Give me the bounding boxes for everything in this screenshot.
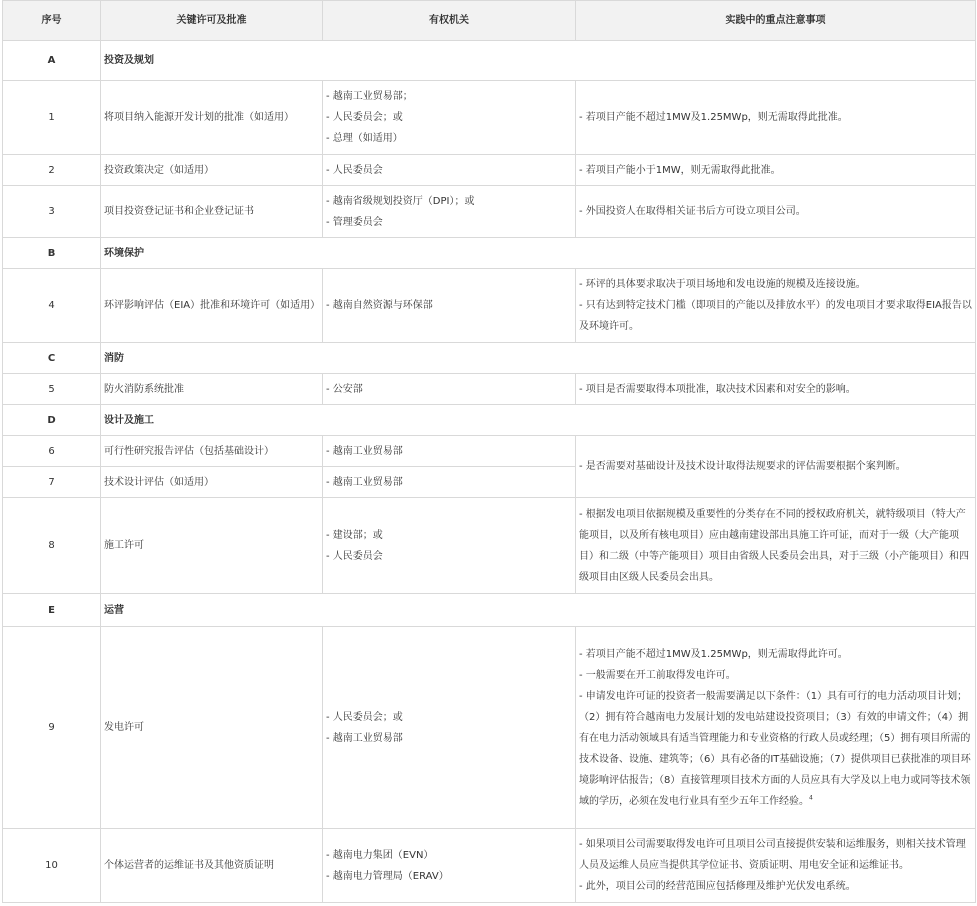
authority-line: - 越南电力管理局（ERAV）	[326, 870, 449, 882]
section-row-e	[3, 594, 976, 627]
row-number: 2	[3, 155, 101, 186]
table-row	[3, 155, 976, 186]
row-number: 7	[3, 467, 101, 498]
table-row	[3, 829, 976, 903]
notes-cell	[576, 627, 976, 829]
authority-cell	[323, 155, 576, 186]
note-line: - 此外，项目公司的经营范围应包括修理及维护光伏发电系统。	[579, 881, 856, 892]
authority-cell	[323, 627, 576, 829]
section-id: E	[3, 594, 101, 627]
authority-line: - 越南工业贸易部	[326, 445, 403, 457]
authority-cell	[323, 186, 576, 238]
table-row	[3, 269, 976, 343]
authority-line: - 人民委员会；或	[326, 112, 403, 123]
permit-name: 个体运营者的运维证书及其他资质证明	[101, 829, 323, 903]
table-header-row	[3, 1, 976, 41]
authority-line: - 人民委员会	[326, 550, 383, 562]
section-title: 环境保护	[101, 238, 976, 269]
authority-cell	[323, 436, 576, 467]
row-number: 9	[3, 627, 101, 829]
row-number: 8	[3, 498, 101, 594]
section-row-c	[3, 343, 976, 374]
authority-cell	[323, 829, 576, 903]
header-number: 序号	[3, 1, 101, 41]
authority-line: - 越南自然资源与环保部	[326, 300, 433, 311]
permit-name: 可行性研究报告评估（包括基础设计）	[101, 436, 323, 467]
row-number: 6	[3, 436, 101, 467]
permit-name: 环评影响评估（EIA）批准和环境许可（如适用）	[101, 269, 323, 343]
note-line: - 若项目产能小于1MW，则无需取得此批准。	[579, 164, 781, 176]
authority-cell	[323, 269, 576, 343]
section-row-d	[3, 405, 976, 436]
note-line	[579, 686, 972, 812]
permit-name: 发电许可	[101, 627, 323, 829]
authority-line: - 越南工业贸易部	[326, 732, 403, 744]
note-line: - 只有达到特定技术门槛（即项目的产能以及排放水平）的发电项目才要求取得EIA报告以及环境许可。	[579, 300, 972, 332]
note-line: - 是否需要对基础设计及技术设计取得法规要求的评估需要根据个案判断。	[579, 461, 906, 472]
row-number: 5	[3, 374, 101, 405]
permits-table	[2, 0, 976, 903]
notes-cell	[576, 498, 976, 594]
permit-name: 施工许可	[101, 498, 323, 594]
header-permit: 关键许可及批准	[101, 1, 323, 41]
table-row	[3, 374, 976, 405]
section-title: 运营	[101, 594, 976, 627]
header-authority: 有权机关	[323, 1, 576, 41]
note-line: - 一般需要在开工前取得发电许可。	[579, 669, 736, 681]
section-title: 投资及规划	[101, 41, 976, 81]
notes-cell	[576, 374, 976, 405]
header-notes: 实践中的重点注意事项	[576, 1, 976, 41]
notes-cell	[576, 155, 976, 186]
table-row	[3, 81, 976, 155]
authority-cell	[323, 374, 576, 405]
section-id: A	[3, 41, 101, 81]
section-id: C	[3, 343, 101, 374]
authority-line: - 建设部；或	[326, 529, 383, 541]
authority-line: - 人民委员会	[326, 164, 383, 176]
section-title: 消防	[101, 343, 976, 374]
authority-line: - 总理（如适用）	[326, 133, 403, 144]
notes-cell	[576, 186, 976, 238]
authority-line: - 越南省级规划投资厅（DPI）；或	[326, 195, 475, 207]
authority-cell	[323, 498, 576, 594]
table-row	[3, 186, 976, 238]
table-row	[3, 627, 976, 829]
authority-line: - 越南工业贸易部；	[326, 91, 413, 102]
note-line: - 若项目产能不超过1MW及1.25MWp，则无需取得此批准。	[579, 112, 848, 123]
section-id: B	[3, 238, 101, 269]
permit-name: 投资政策决定（如适用）	[101, 155, 323, 186]
note-line: - 根据发电项目依据规模及重要性的分类存在不同的授权政府机关，就特级项目（特大产能项目，以及所有核电项目）应由越南建设部出具施工许可证，而对于一级（大产能项目）和二级（中等产能项目）项目由省级人民委员会出具，对于三级（小产能项目）和四级项目由区级人民委员会出具。	[579, 508, 969, 583]
note-line: - 外国投资人在取得相关证书后方可设立项目公司。	[579, 206, 806, 217]
notes-cell	[576, 269, 976, 343]
authority-line: - 管理委员会	[326, 216, 383, 228]
authority-line: - 人民委员会；或	[326, 711, 403, 723]
note-line: - 环评的具体要求取决于项目场地和发电设施的规模及连接设施。	[579, 279, 866, 290]
authority-cell	[323, 467, 576, 498]
section-row-a	[3, 41, 976, 81]
authority-line: - 越南工业贸易部	[326, 476, 403, 488]
permit-name: 防火消防系统批准	[101, 374, 323, 405]
section-row-b	[3, 238, 976, 269]
authority-line: - 越南电力集团（EVN）	[326, 849, 434, 861]
notes-cell	[576, 436, 976, 498]
table-row	[3, 436, 976, 467]
permit-name: 技术设计评估（如适用）	[101, 467, 323, 498]
row-number: 10	[3, 829, 101, 903]
note-text: - 申请发电许可证的投资者一般需要满足以下条件：（1）具有可行的电力活动项目计划；（2）拥有符合越南电力发展计划的发电站建设投资项目；（3）有效的申请文件；（4）拥有在电力活动领域具有适当管理能力和专业资格的行政人员或经理；（5）拥有项目所需的技术设备、设施、建筑等；（6）具有必备的IT基础设施；（7）提供项目已获批准的项目环境影响评估报告；（8）直接管理项目技术方面的人员应具有大学及以上电力或同等技术领域的学历，必须在发电行业具有至少五年工作经验。	[579, 690, 971, 807]
permit-name: 项目投资登记证书和企业登记证书	[101, 186, 323, 238]
table-row	[3, 498, 976, 594]
section-id: D	[3, 405, 101, 436]
note-line: - 项目是否需要取得本项批准，取决技术因素和对安全的影响。	[579, 383, 856, 395]
note-line: - 若项目产能不超过1MW及1.25MWp，则无需取得此许可。	[579, 648, 848, 660]
section-title: 设计及施工	[101, 405, 976, 436]
row-number: 1	[3, 81, 101, 155]
authority-line: - 公安部	[326, 383, 363, 395]
permit-name: 将项目纳入能源开发计划的批准（如适用）	[101, 81, 323, 155]
note-line: - 如果项目公司需要取得发电许可且项目公司直接提供安装和运维服务，则相关技术管理人员及运维人员应当提供其学位证书、资质证明、用电安全证和运维证书。	[579, 839, 966, 871]
authority-cell	[323, 81, 576, 155]
footnote-marker[interactable]: 4	[809, 794, 813, 802]
notes-cell	[576, 81, 976, 155]
row-number: 3	[3, 186, 101, 238]
row-number: 4	[3, 269, 101, 343]
notes-cell	[576, 829, 976, 903]
